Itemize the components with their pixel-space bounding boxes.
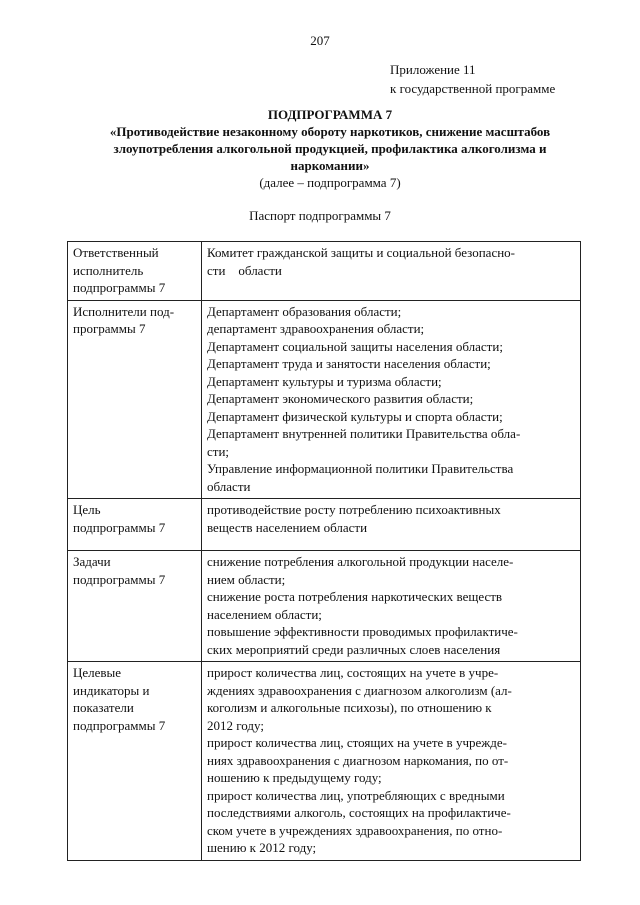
passport-title: Паспорт подпрограммы 7 bbox=[249, 208, 391, 223]
value-line: шению к 2012 году; bbox=[207, 840, 317, 855]
value-line: снижение потребления алкогольной продукции населе- bbox=[207, 554, 514, 569]
label-line: Целевые bbox=[73, 665, 122, 680]
value-line: Департамент образования области; bbox=[207, 303, 402, 319]
row-value bbox=[202, 662, 581, 861]
label-line: подпрограммы 7 bbox=[73, 571, 166, 587]
row-value bbox=[202, 499, 581, 551]
value-line: последствиями алкоголь, состоящих на профилактиче- bbox=[207, 805, 511, 820]
row-label bbox=[68, 551, 202, 662]
row-label bbox=[68, 662, 202, 861]
table-row bbox=[68, 662, 581, 861]
row-label bbox=[68, 300, 202, 499]
label-line: Исполнители под- bbox=[73, 303, 175, 319]
value-line: Департамент внутренней политики Правительства обла- bbox=[207, 426, 521, 441]
value-line: Департамент физической культуры и спорта области; bbox=[207, 408, 503, 424]
row-value bbox=[202, 242, 581, 301]
document-heading bbox=[55, 106, 605, 191]
value-line: департамент здравоохранения области; bbox=[207, 321, 425, 336]
value-line: прирост количества лиц, стоящих на учете в учрежде- bbox=[207, 735, 507, 750]
label-line: подпрограммы 7 bbox=[73, 519, 166, 535]
value-line: ском учете в учреждениях здравоохранения, по отно- bbox=[207, 822, 503, 838]
subprogram-name-line-2: злоупотребления алкогольной продукцией, профилактика алкоголизма и bbox=[113, 141, 547, 156]
value-line: 2012 году; bbox=[207, 717, 264, 733]
value-line: Управление информационной политики Правительства bbox=[207, 461, 514, 476]
row-label bbox=[68, 242, 202, 301]
value-line: коголизм и алкогольные психозы), по отношению к bbox=[207, 700, 492, 715]
subprogram-name-line-3: наркомании» bbox=[290, 158, 370, 173]
label-line: Задачи bbox=[73, 554, 111, 569]
value-line: прирост количества лиц, состоящих на учете в учре- bbox=[207, 665, 499, 680]
appendix-line-1: Приложение 11 bbox=[390, 62, 476, 77]
subprogram-name-line-1: «Противодействие незаконному обороту наркотиков, снижение масштабов bbox=[109, 124, 551, 139]
row-value bbox=[202, 551, 581, 662]
appendix-reference bbox=[390, 60, 555, 98]
table-row bbox=[68, 499, 581, 551]
value-line: ских мероприятий среди различных слоев населения bbox=[207, 641, 501, 657]
value-line: Департамент социальной защиты населения области; bbox=[207, 338, 503, 354]
table-row bbox=[68, 300, 581, 499]
label-line: подпрограммы 7 bbox=[73, 717, 166, 733]
value-line: Департамент культуры и туризма области; bbox=[207, 373, 442, 389]
value-line: прирост количества лиц, употребляющих с вредными bbox=[207, 787, 505, 803]
value-line: ждениях здравоохранения с диагнозом алкоголизм (ал- bbox=[207, 682, 512, 698]
value-line: нием области; bbox=[207, 571, 286, 587]
label-line: программы 7 bbox=[73, 321, 146, 336]
value-line: населением области; bbox=[207, 606, 322, 622]
label-line: Ответственный bbox=[73, 245, 159, 260]
value-line: сти области bbox=[207, 262, 282, 278]
table-row bbox=[68, 551, 581, 662]
label-line: индикаторы и bbox=[73, 682, 150, 698]
value-line: снижение роста потребления наркотических веществ bbox=[207, 589, 503, 604]
value-line: области bbox=[207, 478, 251, 494]
row-value bbox=[202, 300, 581, 499]
subprogram-note: (далее – подпрограмма 7) bbox=[259, 175, 401, 190]
appendix-line-2: к государственной программе bbox=[390, 81, 556, 96]
value-line: сти; bbox=[207, 443, 230, 459]
value-line: веществ населением области bbox=[207, 519, 368, 535]
subprogram-title: ПОДПРОГРАММА 7 bbox=[267, 107, 393, 122]
page-number: 207 bbox=[310, 33, 330, 48]
value-line: ниях здравоохранения с диагнозом наркомания, по от- bbox=[207, 752, 509, 768]
label-line: подпрограммы 7 bbox=[73, 280, 166, 295]
table-row bbox=[68, 242, 581, 301]
value-line: противодействие росту потреблению психоактивных bbox=[207, 502, 501, 517]
passport-table bbox=[67, 241, 581, 861]
label-line: показатели bbox=[73, 700, 134, 715]
label-line: исполнитель bbox=[73, 262, 144, 278]
value-line: повышение эффективности проводимых профилактиче- bbox=[207, 624, 518, 639]
value-line: Департамент экономического развития области; bbox=[207, 391, 474, 406]
value-line: Комитет гражданской защиты и социальной безопасно- bbox=[207, 245, 516, 260]
value-line: ношению к предыдущему году; bbox=[207, 770, 382, 785]
label-line: Цель bbox=[73, 502, 101, 517]
row-label bbox=[68, 499, 202, 551]
value-line: Департамент труда и занятости населения области; bbox=[207, 356, 491, 371]
